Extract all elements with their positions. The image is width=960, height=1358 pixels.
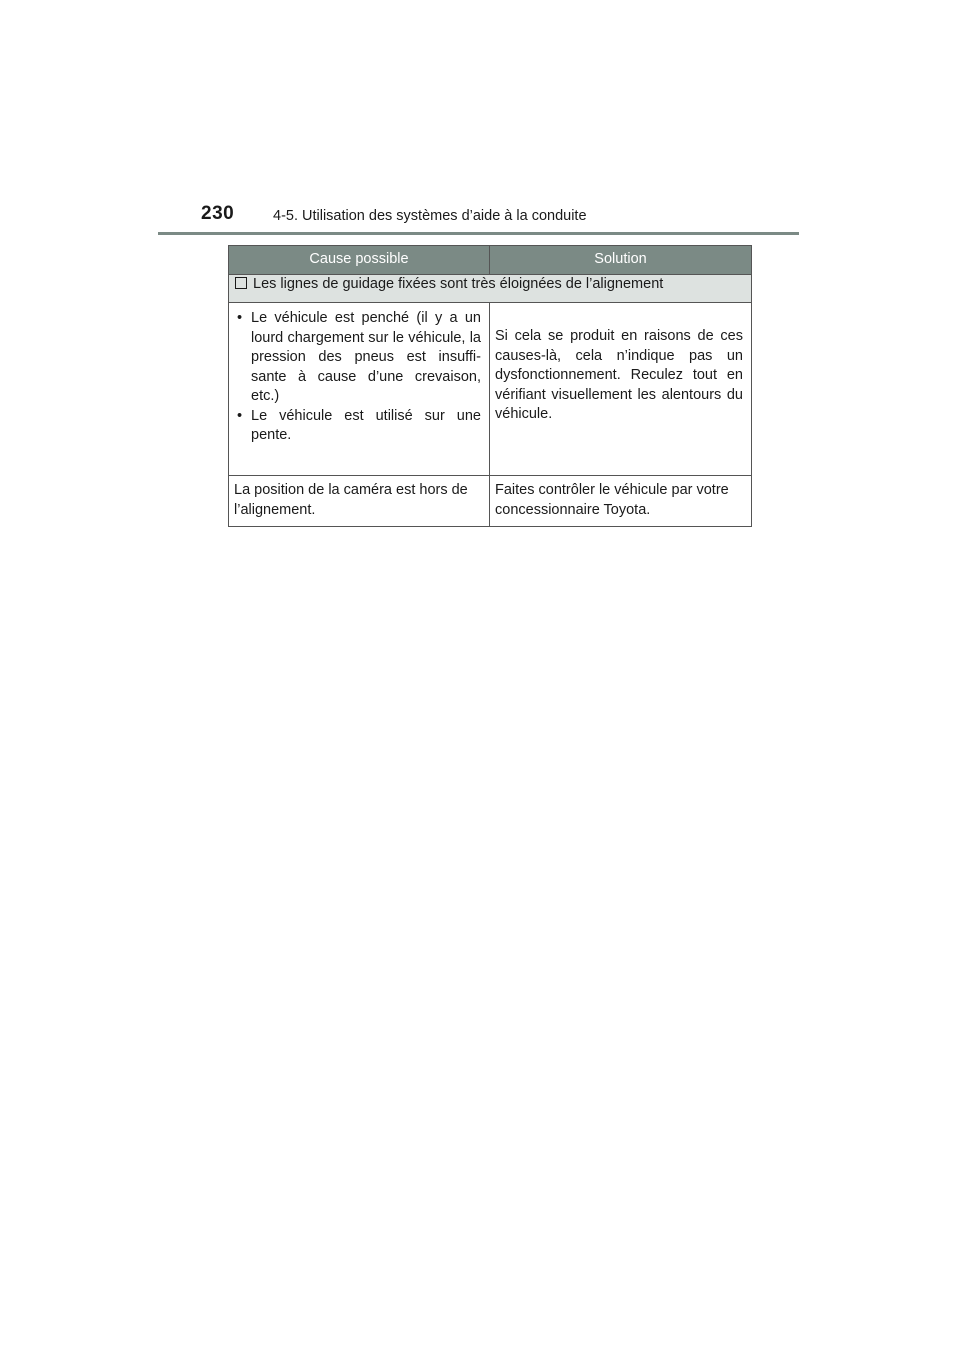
table-header-row: [229, 246, 752, 275]
solution-cell: Si cela se produit en raisons de ces causes-là, cela n’indique pas un dysfonctionnement. Reculez tout en vérifiant visuellement les alentours du véhicule.: [490, 303, 752, 476]
table-row: [229, 476, 752, 527]
solution-cell: Faites contrôler le véhicule par votre concessionnaire Toyota.: [490, 476, 752, 527]
group-heading: Les lignes de guidage fixées sont très éloignées de l’alignement: [253, 276, 664, 292]
list-item: • Le véhicule est utilisé sur une pente.: [235, 407, 481, 446]
group-heading-cell: [229, 275, 752, 303]
page-number: 230: [201, 203, 235, 224]
list-item: • Le véhicule est penché (il y a un lourd chargement sur le véhicule, la pression des pneus est insuffi-sante à cause d’une crevaison, etc.): [235, 309, 481, 407]
cause-list: [235, 309, 481, 446]
section-title: 4-5. Utilisation des systèmes d’aide à la conduite: [273, 208, 587, 224]
cause-cell: [229, 303, 490, 476]
column-header-cause: Cause possible: [229, 246, 490, 275]
checkbox-icon: [235, 277, 247, 289]
column-header-solution: Solution: [490, 246, 752, 275]
cause-cell: La position de la caméra est hors de l’alignement.: [229, 476, 490, 527]
troubleshooting-table: [228, 245, 752, 527]
table-row: [229, 303, 752, 476]
table-group-row: [229, 275, 752, 303]
header-rule: [158, 232, 799, 235]
